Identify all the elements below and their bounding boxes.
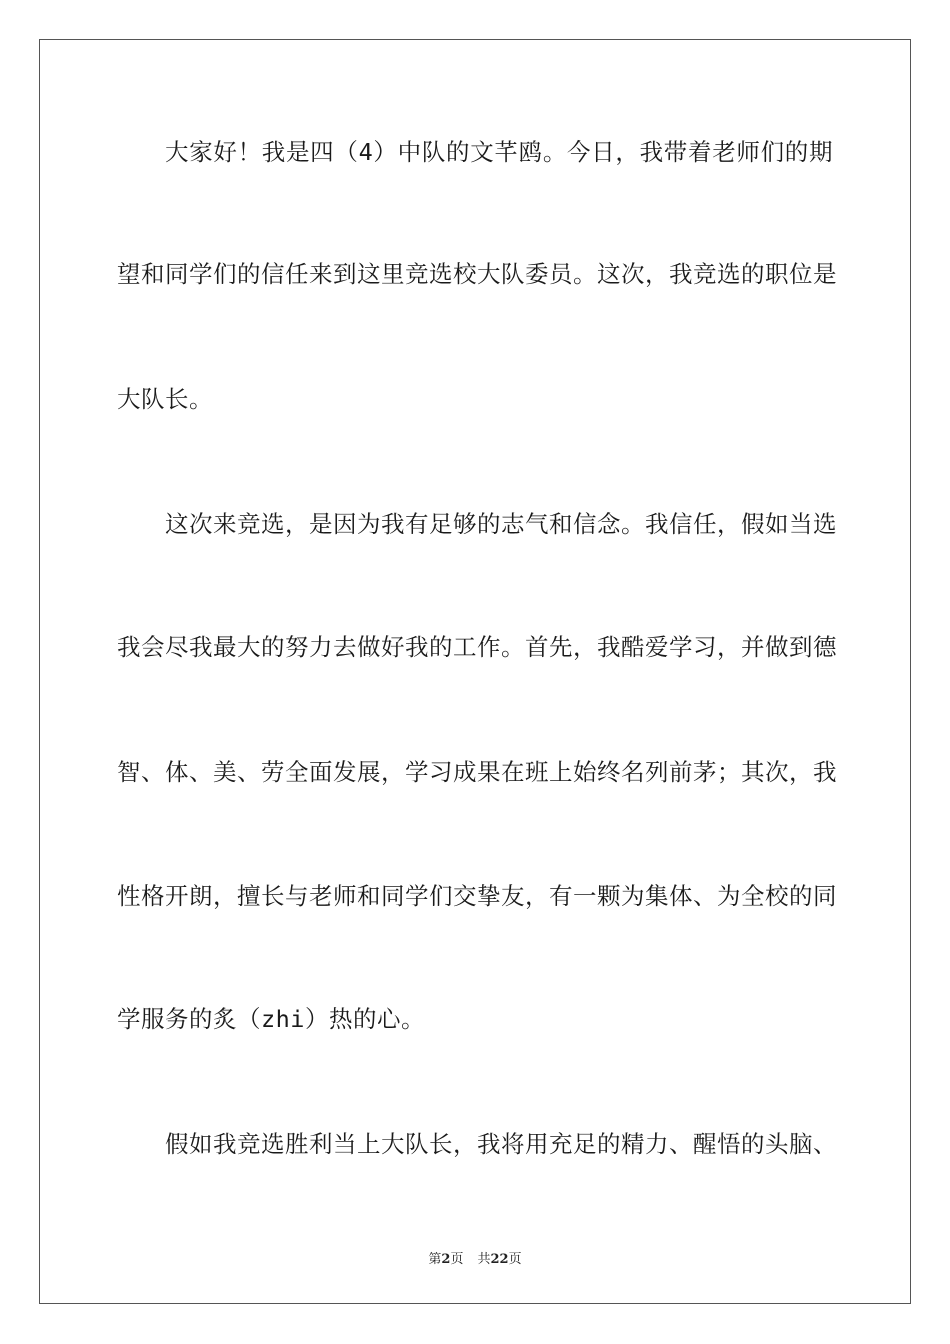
total-prefix: 共 [477, 1252, 491, 1267]
paragraph-1-line-1: 大家好！我是四（4）中队的文芊鸥。今日，我带着老师们的期 [165, 138, 833, 166]
paragraph-1-line-2: 望和同学们的信任来到这里竞选校大队委员。这次，我竞选的职位是 [117, 260, 837, 288]
paragraph-2-line-4: 性格开朗，擅长与老师和同学们交挚友，有一颗为集体、为全校的同 [117, 882, 837, 910]
page-footer [0, 1248, 950, 1267]
total-suffix: 页 [508, 1252, 522, 1267]
paragraph-2-line-5: 学服务的炙（zhi）热的心。 [117, 1005, 425, 1033]
page-frame [39, 39, 911, 1304]
paragraph-2-line-3: 智、体、美、劳全面发展，学习成果在班上始终名列前茅；其次，我 [117, 758, 837, 786]
page-suffix: 页 [450, 1252, 464, 1267]
current-page-number: 2 [441, 1252, 451, 1267]
total-pages-number: 22 [490, 1252, 509, 1267]
paragraph-1-line-3: 大队长。 [117, 385, 213, 413]
paragraph-3-line-1: 假如我竞选胜利当上大队长，我将用充足的精力、醒悟的头脑、 [165, 1130, 837, 1158]
paragraph-2-line-2: 我会尽我最大的努力去做好我的工作。首先，我酷爱学习，并做到德 [117, 633, 837, 661]
page-prefix: 第 [428, 1252, 442, 1267]
paragraph-2-line-1: 这次来竞选，是因为我有足够的志气和信念。我信任，假如当选 [165, 510, 837, 538]
